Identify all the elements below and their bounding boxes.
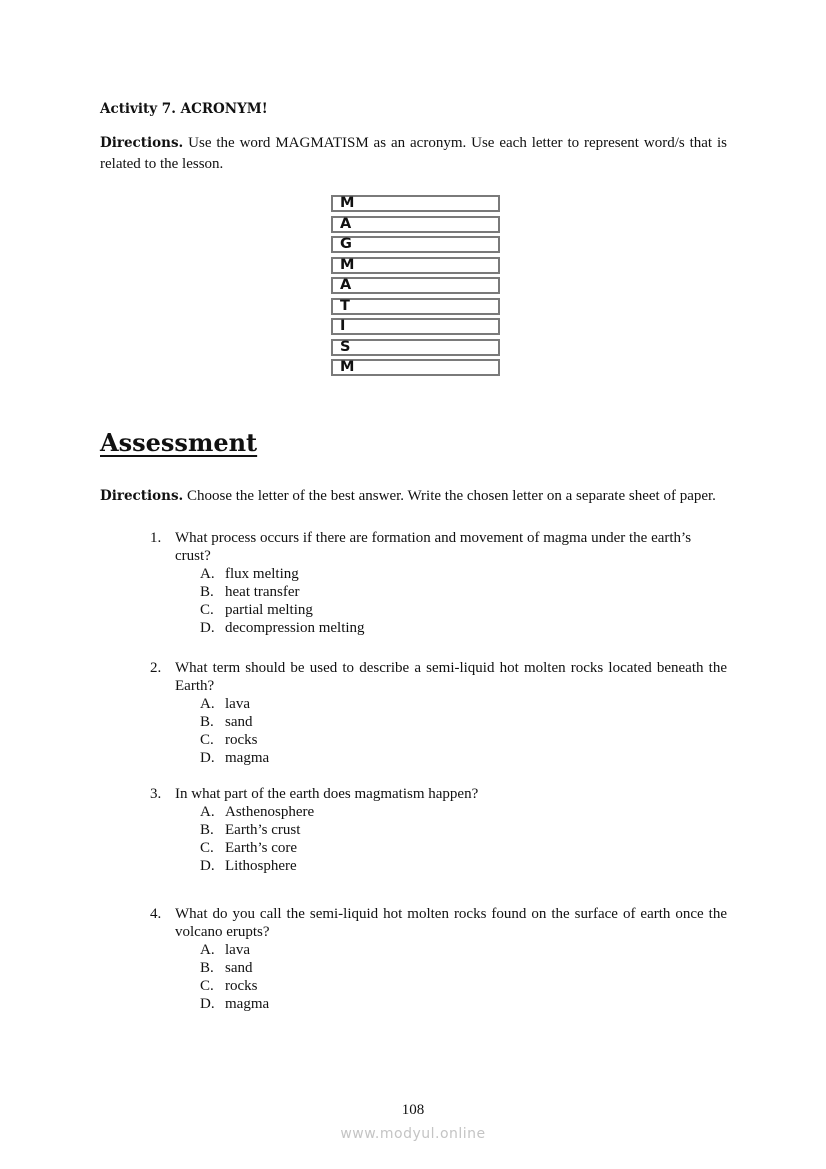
choice-text: partial melting (225, 602, 313, 618)
acronym-row[interactable] (331, 298, 500, 315)
choice-c (200, 731, 727, 749)
choice-text: sand (225, 714, 253, 730)
acronym-letter: M (340, 359, 355, 375)
watermark: www.modyul.online (340, 1126, 486, 1142)
choice-text: Lithosphere (225, 858, 297, 874)
choice-letter: C. (200, 978, 214, 994)
choice-b (200, 959, 727, 977)
choice-text: decompression melting (225, 620, 365, 636)
activity-directions-label: Directions. (100, 135, 184, 151)
acronym-row[interactable] (331, 216, 500, 233)
choice-letter: C. (200, 840, 214, 856)
choice-a (200, 565, 727, 583)
choice-b (200, 583, 727, 601)
choice-a (200, 695, 727, 713)
question-stem: In what part of the earth does magmatism happen? (175, 786, 479, 802)
question-stem: What do you call the semi-liquid hot molten rocks found on the surface of earth once the volcano erupts? (175, 906, 727, 940)
question-2 (150, 659, 727, 767)
acronym-row[interactable] (331, 195, 500, 212)
choice-text: lava (225, 696, 250, 712)
acronym-row[interactable] (331, 257, 500, 274)
page-number: 108 (401, 1102, 425, 1118)
choice-letter: B. (200, 822, 214, 838)
acronym-letter: A (340, 216, 352, 232)
acronym-row[interactable] (331, 339, 500, 356)
question-number: 2. (150, 660, 162, 676)
choice-text: lava (225, 942, 250, 958)
choice-text: rocks (225, 978, 258, 994)
question-1 (150, 529, 727, 637)
choice-letter: C. (200, 732, 214, 748)
choice-letter: C. (200, 602, 214, 618)
question-number: 4. (150, 906, 162, 922)
choice-a (200, 803, 727, 821)
acronym-letter: S (340, 339, 351, 355)
choice-c (200, 839, 727, 857)
activity-directions (100, 133, 727, 175)
acronym-letter: T (340, 298, 350, 314)
choice-letter: A. (200, 804, 215, 820)
activity-title: Activity 7. ACRONYM! (100, 101, 268, 117)
assessment-heading: Assessment (100, 428, 258, 457)
acronym-row[interactable] (331, 359, 500, 376)
choice-text: sand (225, 960, 253, 976)
choice-text: Earth’s crust (225, 822, 301, 838)
choice-a (200, 941, 727, 959)
activity-directions-text: Use the word MAGMATISM as an acronym. Use each letter to represent word/s that is related to the lesson. (100, 135, 727, 172)
choice-c (200, 977, 727, 995)
choice-letter: D. (200, 996, 215, 1012)
choice-text: magma (225, 996, 270, 1012)
choice-letter: D. (200, 858, 215, 874)
acronym-row[interactable] (331, 236, 500, 253)
choice-text: heat transfer (225, 584, 300, 600)
question-stem: What term should be used to describe a semi-liquid hot molten rocks located beneath the Earth? (175, 660, 727, 694)
choice-c (200, 601, 727, 619)
choice-letter: B. (200, 960, 214, 976)
choice-text: Earth’s core (225, 840, 298, 856)
question-4 (150, 905, 727, 1013)
acronym-row[interactable] (331, 277, 500, 294)
acronym-letter: G (340, 236, 352, 252)
acronym-letter: M (340, 195, 355, 211)
assessment-directions-label: Directions. (100, 488, 184, 504)
acronym-letter: M (340, 257, 355, 273)
question-number: 3. (150, 786, 162, 802)
choice-d (200, 995, 727, 1013)
choice-text: flux melting (225, 566, 299, 582)
choice-d (200, 749, 727, 767)
acronym-row[interactable] (331, 318, 500, 335)
choice-letter: A. (200, 696, 215, 712)
choice-letter: A. (200, 942, 215, 958)
choice-b (200, 821, 727, 839)
choice-text: Asthenosphere (225, 804, 315, 820)
question-3 (150, 785, 727, 875)
choice-d (200, 857, 727, 875)
choice-letter: D. (200, 750, 215, 766)
choice-letter: B. (200, 714, 214, 730)
acronym-letter: A (340, 277, 352, 293)
acronym-letter: I (340, 318, 346, 334)
question-number: 1. (150, 530, 162, 546)
choice-b (200, 713, 727, 731)
choice-text: rocks (225, 732, 258, 748)
choice-text: magma (225, 750, 270, 766)
choice-letter: B. (200, 584, 214, 600)
question-stem: What process occurs if there are formation and movement of magma under the earth’s crust? (175, 530, 692, 564)
choice-letter: D. (200, 620, 215, 636)
choice-d (200, 619, 727, 637)
assessment-directions-text: Choose the letter of the best answer. Write the chosen letter on a separate sheet of paper. (183, 488, 716, 504)
assessment-directions (100, 486, 727, 507)
choice-letter: A. (200, 566, 215, 582)
